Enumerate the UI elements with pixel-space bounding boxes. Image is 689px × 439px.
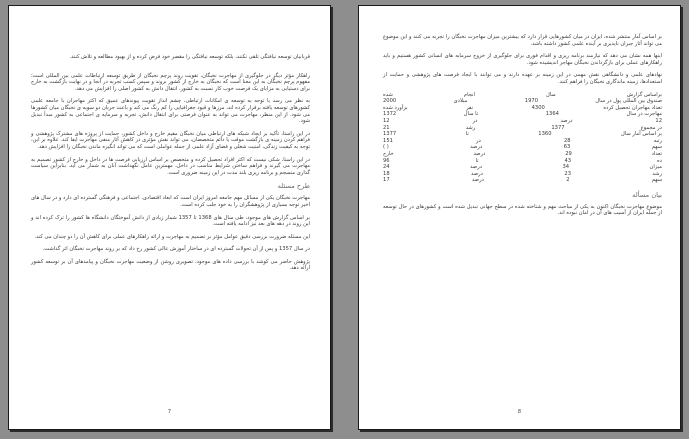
- statistics-cell: 17: [383, 177, 390, 184]
- statistics-line: [383, 177, 662, 184]
- statistics-line: [383, 171, 662, 178]
- paragraph: راهکار مؤثر دیگر در جلوگیری از مهاجرت نخبگان، تقویت روند پرچم نخبگان از طریق توسعه ارتباطات علمی بین المللی است؛ مفهوم پرچم نخبگان به این معنا است که نخبگان به خارج از کشور بروند و سپس کسب تجربه در آنجا و در نهایت بازگشت به خارج برای دستیابی به مزایای یک فرصت خوب کار نسبت به کشور، انتقال دانش به کشور اصلی را افزایش می دهد.: [31, 72, 310, 92]
- statistics-cell: 1377: [551, 124, 565, 131]
- paragraph: مهاجرت نخبگان یکی از مسائل مهم جامعه امروز ایران است که ابعاد اقتصادی، اجتماعی و فرهنگی گسترده ای دارد و در سال های اخیر توجه بسیاری از پژوهشگران را به خود جلب کرده است.: [31, 195, 310, 208]
- statistics-cell: رشد: [465, 124, 476, 131]
- statistics-cell: میزان: [649, 164, 662, 171]
- statistics-line: [383, 151, 662, 158]
- statistics-cell: 28: [563, 137, 571, 144]
- statistics-cell: در مجموع: [640, 124, 662, 131]
- statistics-block: [383, 92, 662, 184]
- page-left: [8, 5, 331, 430]
- statistics-cell: درصد: [473, 150, 486, 157]
- statistics-cell: برآورد شده: [383, 104, 408, 111]
- statistics-cell: 23: [564, 170, 572, 177]
- statistics-cell: 1372: [383, 111, 397, 118]
- section-heading: طرح مسئله: [277, 182, 310, 191]
- statistics-line: [383, 131, 662, 138]
- statistics-cell: 24: [383, 164, 390, 171]
- page-right: [358, 5, 681, 430]
- page-number: 8: [517, 409, 522, 415]
- statistics-cell: درصد: [560, 117, 573, 124]
- statistics-cell: درصد: [470, 144, 483, 151]
- page-left-content: [31, 54, 310, 278]
- statistics-cell: تا: [465, 131, 469, 138]
- statistics-line: [383, 164, 662, 171]
- statistics-cell: ( ): [383, 144, 389, 151]
- statistics-cell: صندوق بین المللی پول در سال: [595, 98, 662, 105]
- statistics-line: [383, 138, 662, 145]
- paragraph: در سال 1357 و پس از آن تحولات گسترده ای در ساختار آموزش عالی کشور رخ داد که بر روند مهاجرت نخبگان اثر گذاشت.: [42, 246, 310, 253]
- paragraph: موضوع مهاجرت نخبگان اکنون به یکی از مباحث مهم و شناخته شده در سطح جهانی تبدیل شده است و کشورهای در حال توسعه از جمله ایران از آسیب های آن در امان نبوده اند.: [383, 203, 662, 217]
- paragraph: به نظر می رسد با توجه به توسعه ی امکانات ارتباطی، چشم انداز تقویت پیوندهای عمیق که اکثر مهاجران با جامعه علمی کشورهای توسعه یافته برقرار کرده اند، مرزها و قیود جغرافیایی را کم رنگ می کند و باعث جریان دو سویه ی نخبگان میان کشورها می شود. از این منظر، مهاجرت می تواند به عنوان فرصتی برای انتقال دانش، تجربه و سرمایه ی اجتماعی به کشور مبدأ تبدیل شود.: [31, 98, 310, 125]
- statistics-cell: در: [472, 117, 478, 124]
- statistics-cell: در: [476, 137, 481, 144]
- statistics-cell: درصد: [471, 177, 484, 184]
- statistics-cell: 34: [562, 164, 570, 171]
- statistics-cell: بر اساس آمار سال: [621, 131, 662, 138]
- statistics-cell: انجام: [463, 91, 475, 98]
- paragraph: اینها همه نشان می دهد که نیازمند برنامه ریزی و اقدام فوری برای جلوگیری از خروج سرمایه های انسانی کشور هستیم و باید راهکارهای عملی برای بازگرداندن نخبگان مهاجر اندیشیده شود.: [383, 53, 662, 66]
- statistics-cell: نفر: [466, 104, 474, 111]
- statistics-cell: سهم: [651, 144, 662, 151]
- statistics-cell: 1364: [545, 111, 559, 118]
- statistics-cell: تا سال: [463, 111, 479, 118]
- statistics-line: [383, 105, 662, 112]
- paragraph: پژوهش حاضر می کوشد با بررسی داده های موجود، تصویری روشن از وضعیت مهاجرت نخبگان و پیامدهای آن بر توسعه کشور ارائه دهد.: [31, 258, 310, 272]
- statistics-line: [383, 158, 662, 165]
- statistics-cell: 29: [565, 150, 572, 157]
- statistics-cell: 1360: [538, 131, 552, 138]
- statistics-cell: مهاجرت در سال: [626, 111, 662, 118]
- page-number: 7: [167, 409, 172, 415]
- statistics-cell: تعداد: [651, 150, 662, 157]
- statistics-line: [383, 98, 662, 105]
- statistics-cell: رتبه: [653, 137, 662, 144]
- statistics-cell: تعداد مهاجران تحصیل کرده: [603, 104, 662, 111]
- statistics-cell: رشد: [652, 170, 662, 177]
- paragraph: این مسئله ضرورت بررسی دقیق عوامل مؤثر بر تصمیم به مهاجرت و ارائه راهکارهای عملی برای کاهش آن را دو چندان می کند.: [34, 233, 310, 240]
- statistics-cell: ده: [656, 157, 662, 164]
- statistics-cell: درصد: [471, 170, 483, 177]
- statistics-cell: 1970: [524, 98, 538, 105]
- statistics-line: [383, 111, 662, 118]
- statistics-line: [383, 118, 662, 125]
- statistics-line: [383, 144, 662, 151]
- paragraph: بر اساس آمار منتشر شده، ایران در میان کشورهایی قرار دارد که بیشترین میزان مهاجرت نخبگان را تجربه می کنند و این موضوع می تواند آثار جبران ناپذیری بر آینده علمی کشور داشته باشد.: [383, 34, 662, 47]
- statistics-cell: 63: [563, 144, 571, 151]
- paragraph: بر اساس گزارش های موجود، طی سال های 1368 تا 1357 شمار زیادی از دانش آموختگان دانشگاه ها کشور را ترک کرده اند و این روند در دهه های بعد نیز ادامه یافته است.: [31, 214, 310, 228]
- page-right-content: [383, 34, 662, 223]
- statistics-cell: سهم: [651, 177, 662, 184]
- statistics-cell: 12: [655, 117, 662, 124]
- statistics-cell: 2000: [383, 98, 397, 105]
- statistics-cell: 4300: [531, 104, 545, 111]
- statistics-cell: براساس گزارش: [626, 91, 662, 98]
- paragraph: در این راستا، شکی نیست که اکثر افراد تحصیل کرده و متخصص بر اساس ارزیابی فرصت ها در داخل و خارج از کشور تصمیم به مهاجرت می گیرند و فراهم ساختن شرایط مناسب در داخل، مهمترین عامل نگهداشت آنان به شمار می آید. بنابراین سیاست گذاری منسجم و برنامه ریزی بلند مدت در این زمینه ضروری است.: [31, 156, 310, 176]
- statistics-cell: 151: [383, 137, 393, 144]
- statistics-cell: 43: [564, 157, 572, 164]
- paragraph: در این راستا، تأکید بر ایجاد شبکه های ارتباطی میان نخبگان مقیم خارج و داخل کشور، حمایت از پروژه های مشترک پژوهشی و فراهم کردن زمینه ی بازگشت موقت یا دائم متخصصان، می تواند نقش مؤثری در کاهش آثار منفی مهاجرت ایفا کند. علاوه بر این، توجه به کیفیت زندگی، امنیت شغلی و فضای آزاد علمی از جمله عواملی است که می تواند انگیزه ماندن نخبگان را افزایش دهد.: [31, 130, 310, 150]
- statistics-cell: تا: [475, 157, 479, 164]
- statistics-cell: سال: [545, 91, 556, 98]
- statistics-cell: 2: [566, 177, 570, 184]
- statistics-cell: 21: [383, 124, 390, 131]
- statistics-cell: میلادی: [453, 98, 468, 105]
- paragraph: قربانیان توسعه نیافتگی تلقی نکنند، بلکه توسعه نیافتگی را مقصر خود فرض کرده و از بهبود مطالعه و تلاش کنند.: [69, 54, 310, 60]
- statistics-cell: خارج: [383, 150, 394, 157]
- statistics-cell: 1377: [383, 131, 397, 138]
- paragraph: نهادهای علمی و دانشگاهی نقش مهمی در این زمینه بر عهده دارند و می توانند با ایجاد فرصت های پژوهشی و حمایت از استعدادها، زمینه ماندگاری نخبگان را فراهم کنند.: [383, 72, 662, 85]
- statistics-cell: 12: [383, 117, 390, 124]
- statistics-cell: 96: [383, 157, 390, 164]
- statistics-line: [383, 92, 662, 99]
- statistics-cell: درصد: [470, 164, 483, 171]
- statistics-cell: شده: [383, 91, 393, 98]
- statistics-cell: 18: [383, 170, 390, 177]
- section-heading: بیان مسأله: [632, 190, 662, 199]
